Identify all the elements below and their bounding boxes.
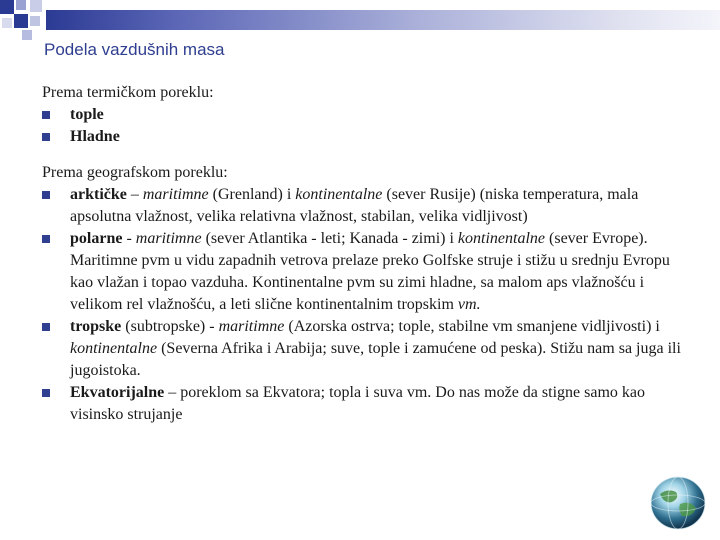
geo-heading: Prema geografskom poreklu: — [42, 164, 228, 181]
thermal-heading: Prema termičkom poreklu: — [42, 84, 214, 101]
term-maritimne: maritimne — [142, 186, 209, 203]
globe-icon — [646, 474, 710, 532]
list-item — [42, 104, 682, 126]
text-span: (Azorska ostrva; tople, stabilne vm smanjene vidljivosti) i — [284, 318, 660, 335]
bullet-icon — [42, 235, 50, 243]
term-kontinentalne: kontinentalne — [295, 186, 383, 203]
text-span: (sever Atlantika - leti; Kanada - zimi) i — [201, 230, 458, 247]
text-span: - — [122, 230, 136, 247]
slide-content — [42, 82, 682, 426]
thermal-item-warm: tople — [70, 106, 104, 123]
term-ekvatorijalne: Ekvatorijalne — [70, 384, 165, 401]
term-tropske: tropske — [70, 318, 122, 335]
term-kontinentalne: kontinentalne — [70, 340, 158, 357]
bullet-icon — [42, 389, 50, 397]
term-polarne: polarne — [70, 230, 123, 247]
term-maritimne: maritimne — [218, 318, 285, 335]
list-item — [42, 126, 682, 148]
list-item — [42, 316, 682, 382]
list-item — [42, 382, 682, 426]
bullet-icon — [42, 323, 50, 331]
bullet-icon — [42, 133, 50, 141]
text-span: (Severna Afrika i Arabija; suve, tople i zamućene od peska). Stižu nam sa juga ili jugoistoka. — [70, 340, 681, 379]
header-gradient-bar — [46, 10, 720, 30]
text-span: – — [126, 186, 143, 203]
text-span: (Grenland) i — [208, 186, 296, 203]
text-span: (sever Evrope). Maritimne pvm u vidu zapadnih vetrova prelaze preko Golfske struje i stižu u srednju Evropu kao vlažan i topao vazduha. Kontinentalne pvm su zimi hladne, sa malom aps vlažnošću i velikom rel vlažnošću, a leti slične kontinentalnim tropskim — [70, 230, 670, 313]
list-item — [42, 228, 682, 316]
text-span: – poreklom sa Ekvatora; topla i suva vm. Do nas može da stigne samo kao visinsko strujanje — [70, 384, 645, 423]
term-maritimne: maritimne — [135, 230, 202, 247]
text-span: (sever Rusije) (niska temperatura, mala apsolutna vlažnost, velika relativna vlažnost, stabilan, velika vidljivost) — [70, 186, 639, 225]
term-arcticke: arktičke — [70, 186, 127, 203]
term-vm: vm. — [457, 296, 481, 313]
term-kontinentalne: kontinentalne — [457, 230, 546, 247]
text-span: (subtropske) - — [121, 318, 219, 335]
thermal-item-cold: Hladne — [70, 128, 120, 145]
list-item — [42, 184, 682, 228]
bullet-icon — [42, 111, 50, 119]
bullet-icon — [42, 191, 50, 199]
slide-title: Podela vazdušnih masa — [44, 40, 225, 59]
